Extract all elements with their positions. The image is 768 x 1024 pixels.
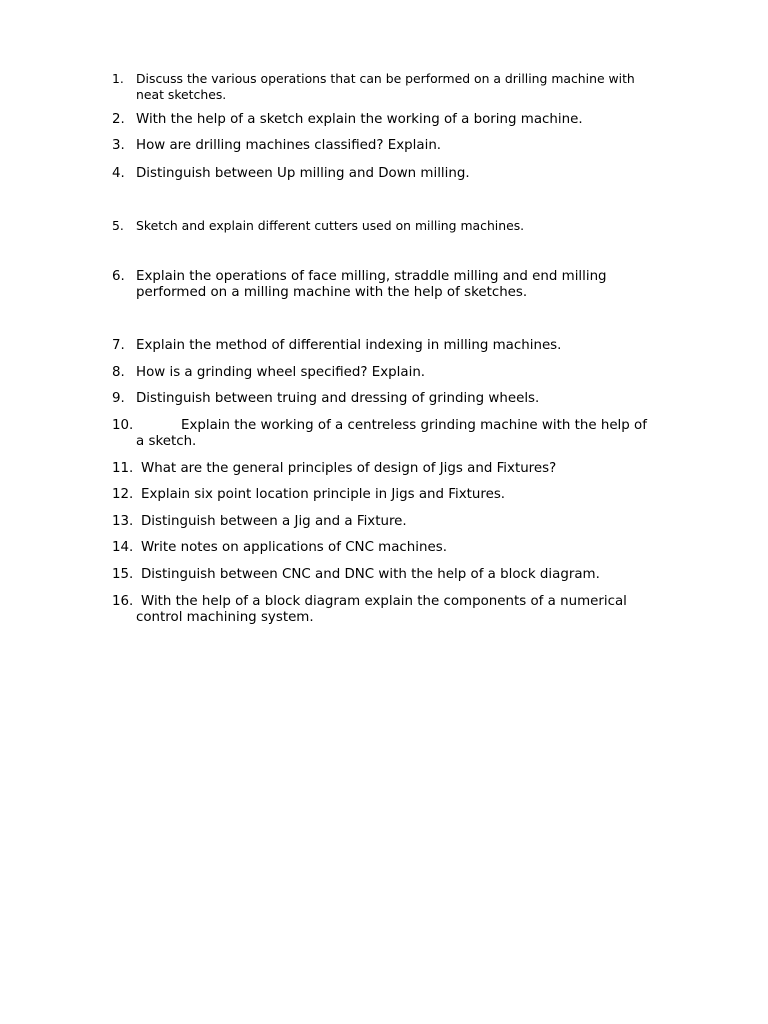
- question-number: 4.: [112, 166, 125, 181]
- question-text: Distinguish between CNC and DNC with the help of a block diagram.: [141, 567, 600, 582]
- question-text: What are the general principles of design of Jigs and Fixtures?: [141, 461, 557, 476]
- question-text: Explain the operations of face milling, straddle milling and end milling: [136, 269, 607, 284]
- question-text: With the help of a sketch explain the working of a boring machine.: [136, 112, 583, 127]
- question-text: With the help of a block diagram explain the components of a numerical: [141, 594, 627, 609]
- question-text-continued: a sketch.: [136, 434, 197, 449]
- question-number: 12.: [112, 487, 134, 502]
- question-number: 16.: [112, 594, 134, 609]
- question-number: 15.: [112, 567, 134, 582]
- question-text-continued: performed on a milling machine with the help of sketches.: [136, 285, 528, 300]
- question-text: Explain six point location principle in Jigs and Fixtures.: [141, 487, 506, 502]
- question-text: Distinguish between a Jig and a Fixture.: [141, 514, 407, 529]
- question-text: Explain the method of differential indexing in milling machines.: [136, 338, 562, 353]
- question-number: 3.: [112, 138, 125, 153]
- question-number: 2.: [112, 112, 125, 127]
- question-text: Distinguish between truing and dressing of grinding wheels.: [136, 391, 540, 406]
- question-text: Discuss the various operations that can be performed on a drilling machine with: [136, 71, 635, 86]
- question-text: How are drilling machines classified? Explain.: [136, 138, 442, 153]
- question-number: 10.: [112, 418, 134, 433]
- question-text-continued: neat sketches.: [136, 87, 227, 102]
- question-text: Explain the working of a centreless grinding machine with the help of: [181, 418, 647, 433]
- question-text: How is a grinding wheel specified? Explain.: [136, 365, 426, 380]
- question-number: 7.: [112, 338, 125, 353]
- question-number: 6.: [112, 269, 125, 284]
- question-text: Distinguish between Up milling and Down milling.: [136, 166, 470, 181]
- question-text: Sketch and explain different cutters used on milling machines.: [136, 218, 525, 233]
- question-number: 5.: [112, 218, 124, 233]
- question-text: Write notes on applications of CNC machines.: [141, 540, 447, 555]
- question-text-continued: control machining system.: [136, 610, 314, 625]
- question-number: 8.: [112, 365, 125, 380]
- question-number: 1.: [112, 71, 124, 86]
- question-number: 13.: [112, 514, 134, 529]
- question-number: 9.: [112, 391, 125, 406]
- question-number: 14.: [112, 540, 134, 555]
- question-number: 11.: [112, 461, 134, 476]
